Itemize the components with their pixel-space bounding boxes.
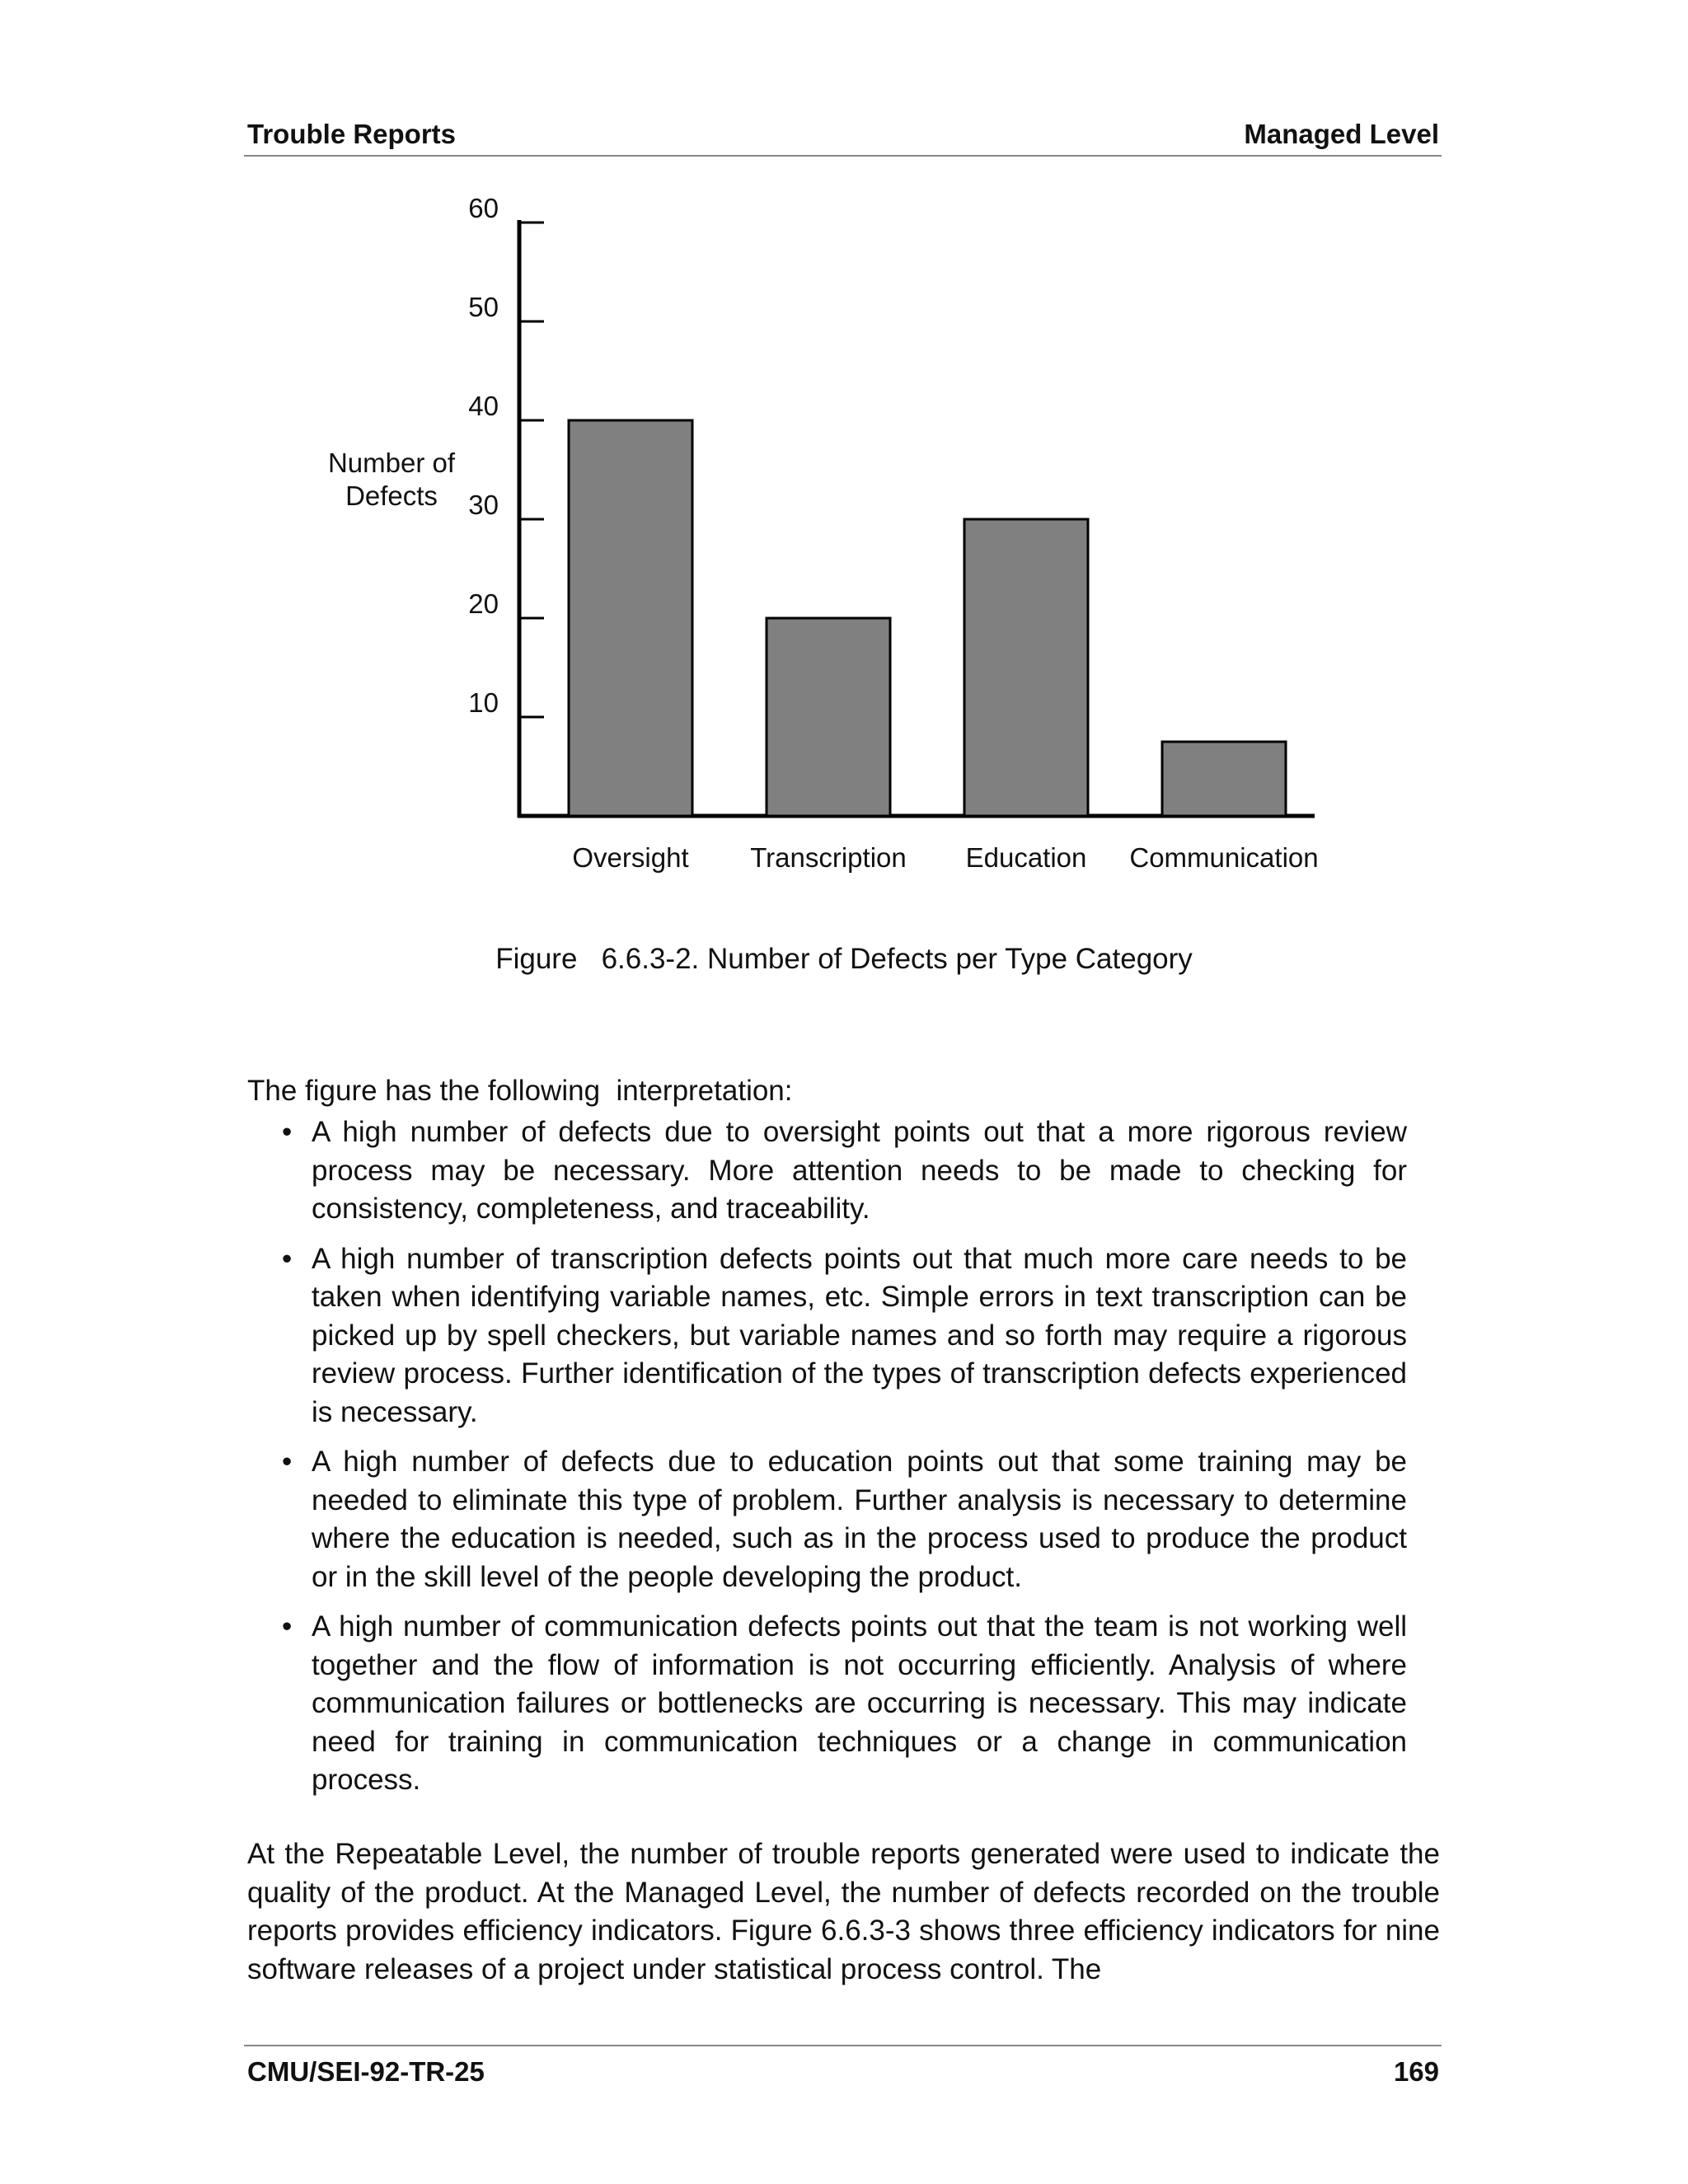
interpretation-list [247,1113,1407,1811]
bullet-marker: • [282,1242,293,1275]
x-tick-label-education: Education [965,842,1087,873]
interpretation-intro: The figure has the following interpretation: [247,1075,793,1107]
list-item [247,1443,1407,1596]
chart-canvas [313,198,1385,890]
bar-education [964,519,1088,816]
y-tick-label-10: 10 [468,687,499,718]
y-axis-label-line-1: Number of [327,448,456,478]
bullet-marker: • [282,1610,293,1643]
closing-paragraph: At the Repeatable Level, the number of trouble reports generated were used to indicate the quality of the product. At the Managed Level, the number of defects recorded on the trouble reports provides efficiency indicators. Figure 6.6.3-3 shows three efficiency indicators for nine software releases of a project under statistical process control. The [247,1838,1440,1985]
defects-bar-chart [313,198,1385,890]
bar-communication [1162,742,1286,816]
y-tick-label-60: 60 [468,198,499,223]
list-item [247,1113,1407,1229]
y-tick-label-50: 50 [468,292,499,322]
bar-transcription [767,618,890,816]
page-number: 169 [1393,2056,1439,2087]
y-axis-label-line-2: Defects [345,480,438,511]
figure-caption: Figure 6.6.3-2. Number of Defects per Type Category [495,943,1193,975]
bullet-text: A high number of defects due to oversight points out that a more rigorous review process may be necessary. More attention needs to be made to checking for consistency, completeness, and traceability. [312,1116,1407,1225]
bullet-text: A high number of defects due to education points out that some training may be needed to eliminate this type of problem. Further analysis is necessary to determine where the education is needed, such as in the process used to produce the product or in the skill level of the people developing the product. [312,1446,1407,1593]
report-number: CMU/SEI-92-TR-25 [247,2056,485,2087]
x-tick-label-oversight: Oversight [572,842,689,873]
header-rule [244,155,1442,157]
y-tick-label-20: 20 [468,588,499,619]
list-item [247,1240,1407,1432]
x-tick-label-communication: Communication [1129,842,1319,873]
bullet-marker: • [282,1446,293,1478]
footer-rule [244,2045,1442,2046]
y-tick-label-30: 30 [468,490,499,520]
y-tick-label-40: 40 [468,391,499,421]
x-tick-label-transcription: Transcription [750,842,907,873]
list-item [247,1608,1407,1800]
bullet-text: A high number of communication defects points out that the team is not working well together and the flow of information is not occurring efficiently. Analysis of where communication failures or bottlenecks are occurring is necessary. This may indicate need for training in communication techniques or a change in communication process. [312,1610,1407,1796]
bar-oversight [569,420,692,816]
bullet-text: A high number of transcription defects points out that much more care needs to be taken when identifying variable names, etc. Simple errors in text transcription can be picked up by spell checkers, but variable names and so forth may require a rigorous review process. Further identification of the types of transcription defects experienced is necessary. [312,1242,1407,1428]
running-header-section: Trouble Reports [247,119,457,149]
bullet-marker: • [282,1116,293,1148]
running-header-level: Managed Level [1244,119,1439,149]
